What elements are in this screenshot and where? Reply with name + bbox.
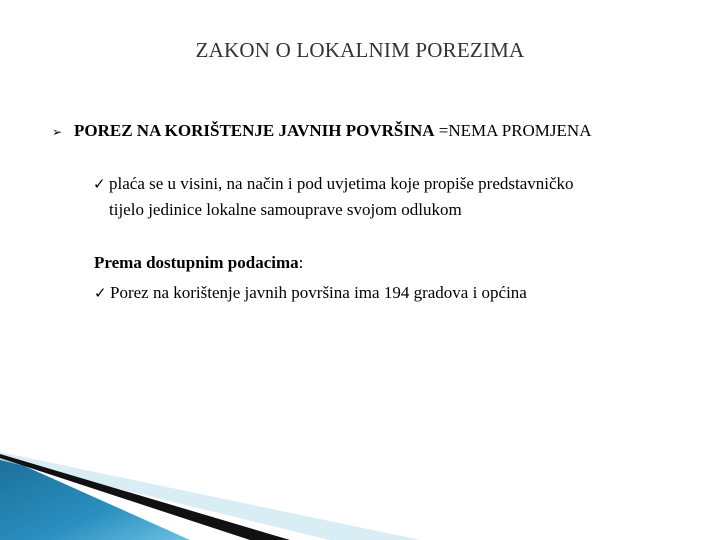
main-bullet-bold: POREZ NA KORIŠTENJE JAVNIH POVRŠINA <box>74 121 435 140</box>
decorative-corner-graphic <box>0 440 420 540</box>
checkmark-icon: ✓ <box>93 175 106 193</box>
section-heading-rest: : <box>298 253 304 272</box>
section-heading-bold: Prema dostupnim podacima <box>94 253 299 272</box>
checkmark-icon: ✓ <box>94 284 107 302</box>
data-item-text: Porez na korištenje javnih površina ima 194 gradova i općina <box>110 283 527 302</box>
sub-bullet-line-2: tijelo jedinice lokalne samouprave svojom odlukom <box>109 200 462 219</box>
slide-title: ZAKON O LOKALNIM POREZIMA <box>195 38 525 62</box>
data-section-heading <box>94 250 303 275</box>
main-bullet-text <box>74 118 634 143</box>
data-item <box>94 280 527 306</box>
main-bullet-rest: =NEMA PROMJENA <box>434 121 592 140</box>
sub-bullet-item <box>93 171 683 222</box>
arrowhead-bullet-icon: ➢ <box>52 125 63 139</box>
sub-bullet-line-1: plaća se u visini, na način i pod uvjetima koje propiše predstavničko <box>109 174 574 193</box>
